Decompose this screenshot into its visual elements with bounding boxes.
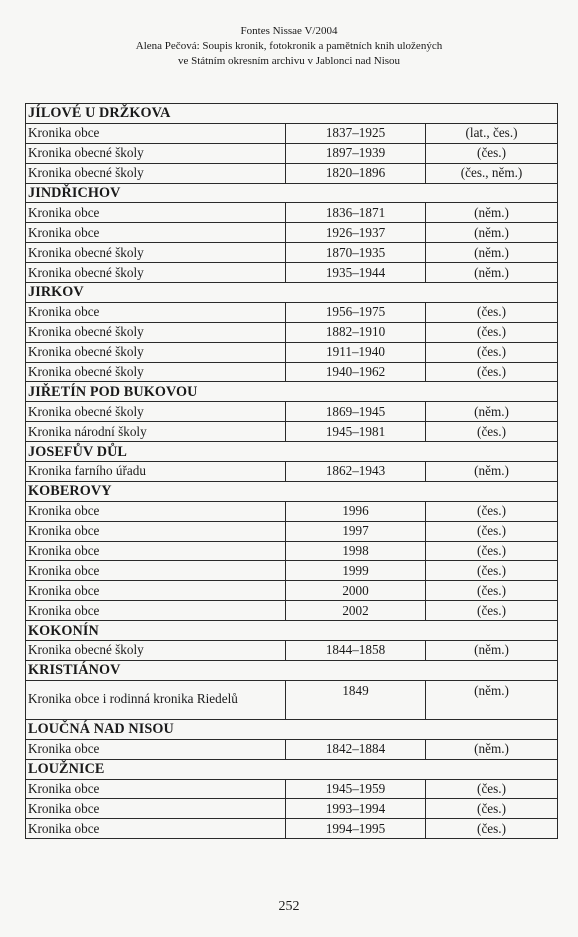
section-title: LOUŽNICE [26, 759, 558, 779]
chronicle-name-cell: Kronika obce i rodinná kronika Riedelů [26, 680, 286, 719]
years-cell: 1870–1935 [286, 243, 426, 263]
language-cell: (něm.) [426, 203, 558, 223]
language-cell: (něm.) [426, 462, 558, 482]
language-cell: (čes.) [426, 143, 558, 163]
language-cell: (čes.) [426, 601, 558, 621]
language-cell: (něm.) [426, 223, 558, 243]
language-cell: (lat., čes.) [426, 123, 558, 143]
table-row [26, 203, 558, 223]
chronicle-name-cell: Kronika obce [26, 302, 286, 322]
section-header-row [26, 104, 558, 124]
section-title: LOUČNÁ NAD NISOU [26, 719, 558, 739]
section-header-row [26, 719, 558, 739]
table-row [26, 322, 558, 342]
chronicle-name-cell: Kronika obce [26, 739, 286, 759]
years-cell: 1994–1995 [286, 819, 426, 839]
table-row [26, 501, 558, 521]
chronicle-name-cell: Kronika obecné školy [26, 243, 286, 263]
chronicle-name-cell: Kronika obce [26, 541, 286, 561]
language-cell: (něm.) [426, 263, 558, 283]
chronicle-name-cell: Kronika obecné školy [26, 143, 286, 163]
header-subtitle: ve Státním okresním archivu v Jablonci nad Nisou [177, 55, 401, 67]
language-cell: (čes.) [426, 521, 558, 541]
table-row [26, 143, 558, 163]
chronicle-name-cell: Kronika obce [26, 561, 286, 581]
section-title: JINDŘICHOV [26, 183, 558, 203]
table-row [26, 521, 558, 541]
table-row [26, 541, 558, 561]
years-cell: 2002 [286, 601, 426, 621]
page-header [0, 24, 578, 69]
section-header-row [26, 621, 558, 641]
chronicle-name-cell: Kronika farního úřadu [26, 462, 286, 482]
chronicle-name-cell: Kronika obecné školy [26, 342, 286, 362]
language-cell: (čes.) [426, 561, 558, 581]
table-row [26, 123, 558, 143]
table-row [26, 342, 558, 362]
years-cell: 1998 [286, 541, 426, 561]
years-cell: 1926–1937 [286, 223, 426, 243]
chronicle-name-cell: Kronika obce [26, 203, 286, 223]
years-cell: 1996 [286, 501, 426, 521]
language-cell: (něm.) [426, 641, 558, 661]
header-series: Fontes Nissae V/2004 [240, 25, 338, 37]
language-cell: (čes.) [426, 819, 558, 839]
years-cell: 1862–1943 [286, 462, 426, 482]
table-row [26, 263, 558, 283]
table-row [26, 799, 558, 819]
section-title: KOKONÍN [26, 621, 558, 641]
table-row [26, 819, 558, 839]
language-cell: (čes., něm.) [426, 163, 558, 183]
table-row [26, 561, 558, 581]
table-row [26, 581, 558, 601]
language-cell: (čes.) [426, 422, 558, 442]
years-cell: 1836–1871 [286, 203, 426, 223]
section-title: KOBEROVY [26, 481, 558, 501]
years-cell: 1911–1940 [286, 342, 426, 362]
years-cell: 1997 [286, 521, 426, 541]
chronicle-name-cell: Kronika obce [26, 123, 286, 143]
table-row [26, 362, 558, 382]
language-cell: (čes.) [426, 302, 558, 322]
language-cell: (něm.) [426, 402, 558, 422]
language-cell: (čes.) [426, 362, 558, 382]
table-row [26, 601, 558, 621]
language-cell: (něm.) [426, 739, 558, 759]
chronicle-name-cell: Kronika obecné školy [26, 322, 286, 342]
years-cell: 1897–1939 [286, 143, 426, 163]
language-cell: (čes.) [426, 501, 558, 521]
years-cell: 1869–1945 [286, 402, 426, 422]
years-cell: 1945–1959 [286, 779, 426, 799]
chronicle-table [25, 103, 558, 839]
years-cell: 1940–1962 [286, 362, 426, 382]
language-cell: (čes.) [426, 541, 558, 561]
years-cell: 1882–1910 [286, 322, 426, 342]
chronicle-name-cell: Kronika obce [26, 521, 286, 541]
section-title: JIRKOV [26, 283, 558, 303]
chronicle-name-cell: Kronika obecné školy [26, 641, 286, 661]
years-cell: 2000 [286, 581, 426, 601]
years-cell: 1849 [286, 680, 426, 719]
chronicle-name-cell: Kronika obecné školy [26, 362, 286, 382]
section-header-row [26, 382, 558, 402]
header-author-title: Alena Pečová: Soupis kronik, fotokronik a pamětních knih uložených [135, 40, 443, 52]
table-row [26, 163, 558, 183]
chronicle-name-cell: Kronika obecné školy [26, 163, 286, 183]
section-title: JOSEFŮV DŮL [26, 442, 558, 462]
section-header-row [26, 660, 558, 680]
language-cell: (čes.) [426, 322, 558, 342]
language-cell: (čes.) [426, 342, 558, 362]
chronicle-table-body [26, 104, 558, 839]
years-cell: 1945–1981 [286, 422, 426, 442]
language-cell: (něm.) [426, 680, 558, 719]
table-row [26, 243, 558, 263]
table-row [26, 641, 558, 661]
language-cell: (něm.) [426, 243, 558, 263]
chronicle-name-cell: Kronika obce [26, 799, 286, 819]
chronicle-name-cell: Kronika obce [26, 501, 286, 521]
table-row [26, 779, 558, 799]
table-row [26, 402, 558, 422]
section-title: JIŘETÍN POD BUKOVOU [26, 382, 558, 402]
years-cell: 1844–1858 [286, 641, 426, 661]
table-row [26, 223, 558, 243]
table-row [26, 739, 558, 759]
table-row [26, 422, 558, 442]
years-cell: 1837–1925 [286, 123, 426, 143]
chronicle-name-cell: Kronika obce [26, 223, 286, 243]
chronicle-name-cell: Kronika obce [26, 779, 286, 799]
table-row [26, 302, 558, 322]
years-cell: 1999 [286, 561, 426, 581]
section-header-row [26, 759, 558, 779]
language-cell: (čes.) [426, 581, 558, 601]
chronicle-name-cell: Kronika obce [26, 819, 286, 839]
years-cell: 1820–1896 [286, 163, 426, 183]
chronicle-name-cell: Kronika obecné školy [26, 402, 286, 422]
years-cell: 1842–1884 [286, 739, 426, 759]
table-row [26, 462, 558, 482]
section-header-row [26, 283, 558, 303]
section-header-row [26, 183, 558, 203]
section-title: JÍLOVÉ U DRŽKOVA [26, 104, 558, 124]
language-cell: (čes.) [426, 799, 558, 819]
years-cell: 1935–1944 [286, 263, 426, 283]
page-number: 252 [278, 899, 300, 914]
table-row [26, 680, 558, 719]
section-header-row [26, 442, 558, 462]
chronicle-name-cell: Kronika národní školy [26, 422, 286, 442]
section-header-row [26, 481, 558, 501]
chronicle-name-cell: Kronika obce [26, 601, 286, 621]
chronicle-name-cell: Kronika obce [26, 581, 286, 601]
years-cell: 1993–1994 [286, 799, 426, 819]
language-cell: (čes.) [426, 779, 558, 799]
years-cell: 1956–1975 [286, 302, 426, 322]
chronicle-name-cell: Kronika obecné školy [26, 263, 286, 283]
section-title: KRISTIÁNOV [26, 660, 558, 680]
